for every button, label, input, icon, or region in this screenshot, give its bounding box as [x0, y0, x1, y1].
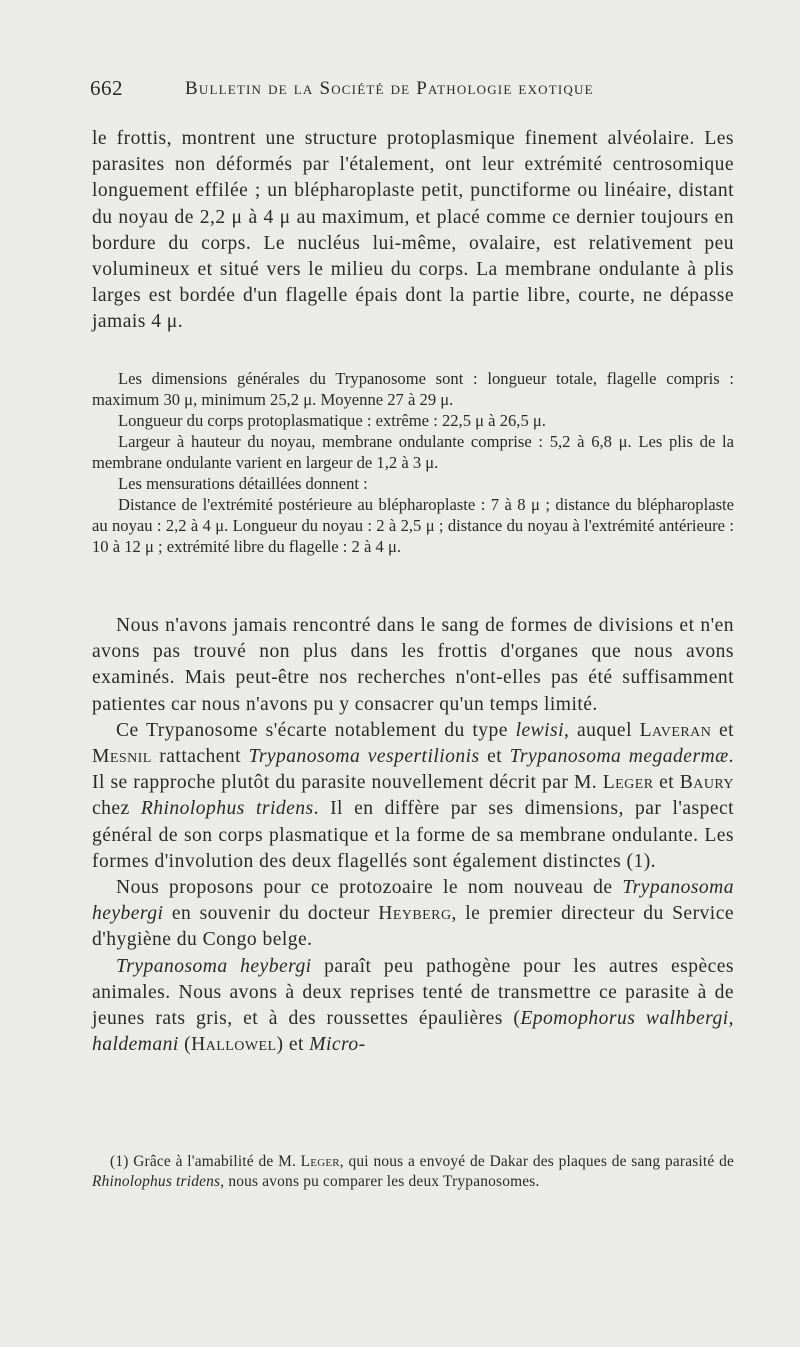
- text-run: en souvenir du docteur: [163, 903, 379, 925]
- species-name: Trypanosoma vespertilionis: [248, 746, 480, 768]
- text-run: et: [711, 719, 734, 741]
- author-name: Laveran: [639, 719, 712, 741]
- species-name: Micro-: [309, 1034, 366, 1056]
- text-run: Ce Trypanosome s'écarte notablement du type: [116, 719, 516, 741]
- paragraph-divisions: Nous n'avons jamais rencontré dans le sang de formes de divisions et n'en avons pas trouvé non plus dans les frottis d'organes que nous avons examinés. Mais peut-être nos recherches n'ont-elles pas été suffisamment patientes car nous n'avons pu y consacrer qu'un temps limité.: [92, 615, 734, 715]
- paragraph-pathogenicity: [92, 954, 734, 1059]
- text-run: (1) Grâce à l'amabilité de M.: [110, 1153, 301, 1170]
- text-run: , le premier directeur du Service d'hygiène du Congo belge.: [92, 903, 734, 951]
- page-number: 662: [90, 76, 123, 100]
- measurement-distances: Distance de l'extrémité postérieure au blépharoplaste : 7 à 8 μ ; distance du blépharoplaste au noyau : 2,2 à 4 μ. Longueur du noyau : 2 à 2,5 μ ; distance du noyau à l'extrémité antérieure : 10 à 12 μ ; extrémité libre du flagelle : 2 à 4 μ.: [92, 495, 734, 556]
- text-run: (: [178, 1034, 192, 1056]
- footnote-section: [92, 1152, 734, 1192]
- footnote: [92, 1152, 734, 1192]
- species-name: Rhinolophus tridens: [92, 1173, 221, 1191]
- text-run: et: [653, 772, 680, 794]
- author-name: Baury: [679, 772, 734, 794]
- species-name: lewisi: [515, 719, 565, 741]
- text-run: rattachent: [151, 746, 249, 768]
- species-name: Rhinolophus tridens: [140, 798, 314, 820]
- author-name: Leger: [602, 772, 654, 794]
- author-name: Hallowel: [191, 1034, 277, 1056]
- text-run: Nous proposons pour ce protozoaire le nom nouveau de: [116, 877, 623, 899]
- species-name: Trypanosoma megadermæ: [509, 746, 729, 768]
- text-run: et: [479, 746, 510, 768]
- discussion-section: [92, 613, 734, 1058]
- species-name: Trypanosoma heybergi: [92, 877, 734, 925]
- text-run: ) et: [276, 1034, 310, 1056]
- journal-title: Bulletin de la Société de Pathologie exotique: [185, 78, 594, 99]
- running-head: [90, 76, 730, 106]
- author-name: Leger: [300, 1153, 340, 1170]
- measurement-body-length: Longueur du corps protoplasmatique : extrême : 22,5 μ à 26,5 μ.: [118, 411, 546, 430]
- text-run: , auquel: [564, 719, 640, 741]
- author-name: Mesnil: [92, 746, 152, 768]
- measurement-dimensions: Les dimensions générales du Trypanosome sont : longueur totale, flagelle compris : maximum 30 μ, minimum 25,2 μ. Moyenne 27 à 29 μ.: [92, 369, 734, 409]
- paragraph-parasite-structure: le frottis, montrent une structure protoplasmique finement alvéolaire. Les parasites non déformés par l'étalement, ont leur extrémité centrosomique longuement effilée ; un blépharoplaste petit, punctiforme ou linéaire, distant du noyau de 2,2 μ à 4 μ au maximum, et placé comme ce dernier toujours en bordure du corps. Le nucléus lui-même, ovalaire, est relativement peu volumineux et situé vers le milieu du corps. La membrane ondulante à plis larges est bordée d'un flagelle épais dont la partie libre, courte, ne dépasse jamais 4 μ.: [92, 128, 734, 333]
- person-name: Heyberg: [378, 903, 452, 925]
- measurement-width: Largeur à hauteur du noyau, membrane ondulante comprise : 5,2 à 6,8 μ. Les plis de la membrane ondulante varient en largeur de 1,2 à 3 μ.: [92, 432, 734, 472]
- text-run: paraît peu pathogène pour les autres espèces animales. Nous avons à deux reprises tenté de transmettre ce parasite à de jeunes rats gris, et à des roussettes épaulières (: [92, 955, 735, 1030]
- paragraph-new-name: [92, 875, 734, 954]
- text-run: , nous avons pu comparer les deux Trypanosomes.: [220, 1173, 540, 1191]
- text-run: chez: [92, 798, 141, 820]
- text-run: . Il se rapproche plutôt du parasite nouvellement décrit par M.: [92, 746, 734, 794]
- species-name: Trypanosoma heybergi: [116, 955, 312, 977]
- paragraph-comparison: [92, 718, 734, 875]
- species-name: Epomophorus walhbergi, haldemani: [92, 1008, 734, 1056]
- text-run: , qui nous a envoyé de Dakar des plaques de sang parasité de: [339, 1153, 735, 1170]
- measurement-detailed-intro: Les mensurations détaillées donnent :: [118, 474, 368, 493]
- measurements-section: [92, 368, 734, 557]
- description-section: [92, 126, 734, 336]
- text-run: . Il en diffère par ses dimensions, par l'aspect général de son corps plasmatique et la forme de sa membrane ondulante. Les formes d'involution des deux flagellés sont également distinctes (1).: [92, 798, 735, 872]
